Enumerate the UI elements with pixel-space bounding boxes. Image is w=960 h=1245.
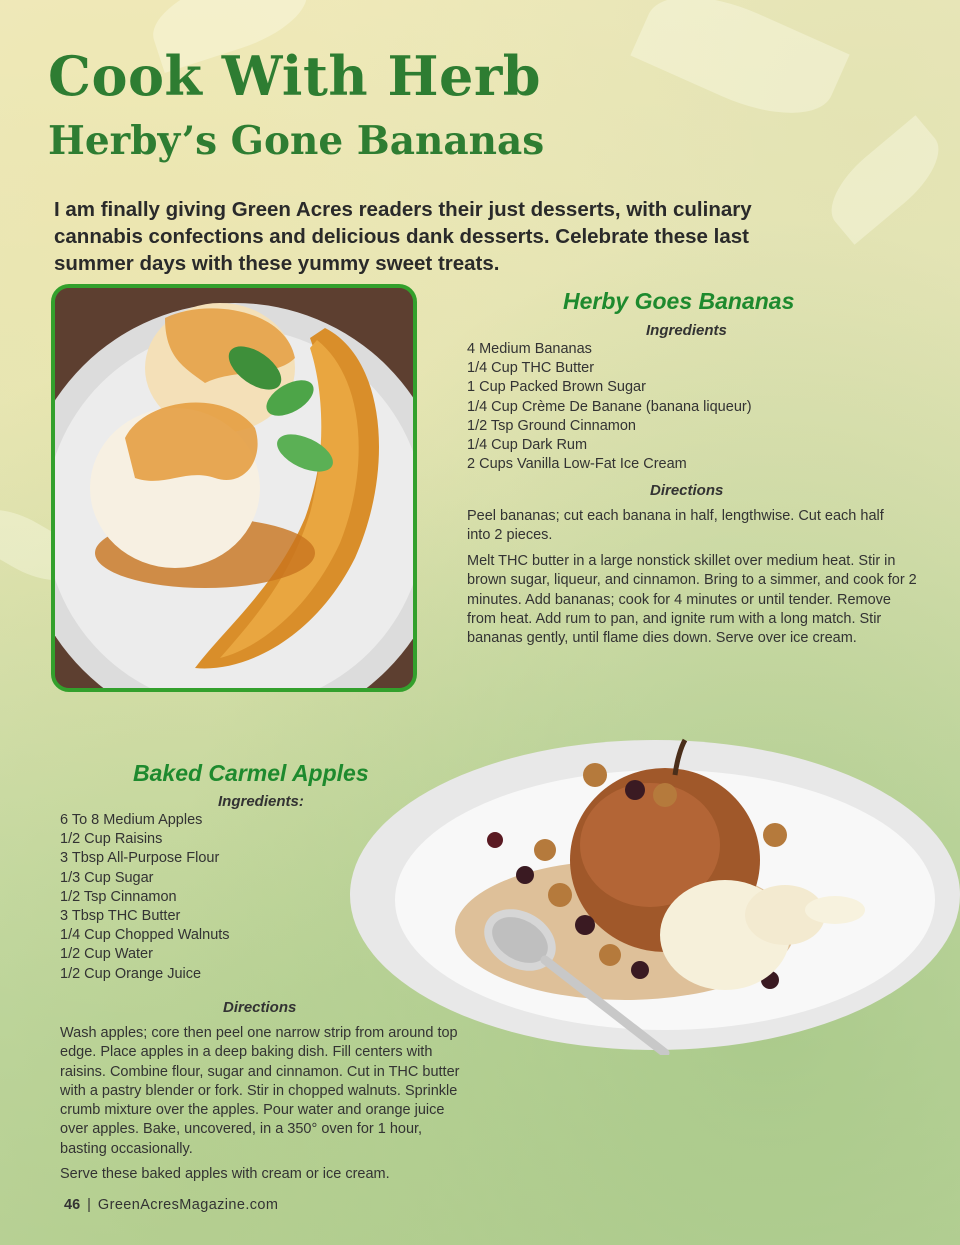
footer-website: GreenAcresMagazine.com xyxy=(97,1197,279,1213)
list-item: 6 To 8 Medium Apples xyxy=(60,812,203,828)
footer-separator: | xyxy=(87,1197,91,1213)
list-item: 2 Cups Vanilla Low-Fat Ice Cream xyxy=(467,456,687,473)
list-item: 4 Medium Bananas xyxy=(467,341,592,357)
page-footer xyxy=(64,1197,278,1213)
ingredients-list-apples xyxy=(60,811,230,984)
ingredients-heading-apples: Ingredients: xyxy=(218,793,304,810)
list-item: 1/4 Cup Crème De Banane (banana liqueur) xyxy=(467,398,752,415)
list-item: 3 Tbsp THC Butter xyxy=(60,908,181,925)
background-leaf-decoration xyxy=(630,0,849,137)
list-item: 1/4 Cup THC Butter xyxy=(467,360,595,377)
page-title: Cook With Herb xyxy=(48,44,542,108)
list-item: 1/2 Cup Raisins xyxy=(60,831,163,848)
list-item: 1/2 Cup Water xyxy=(60,946,153,963)
list-item: 1/2 Tsp Cinnamon xyxy=(60,888,177,905)
baked-apple-illustration xyxy=(345,735,960,1055)
directions-step-1-apples: Wash apples; core then peel one narrow strip from around top edge. Place apples in a deep baking dish. Fill centers with raisins. Combine flour, sugar and cinnamon. Cut in THC butter with a pastry blender or fork. Stir in chopped walnuts. Sprinkle crumb mixture over the apples. Pour water and orange juice over apples. Bake, uncovered, in a 350° oven for 1 hour, basting occasionally. xyxy=(60,1025,460,1157)
baked-apple-photo xyxy=(345,735,960,1055)
page-number: 46 xyxy=(64,1197,81,1213)
ingredients-heading-bananas: Ingredients xyxy=(646,322,727,339)
directions-heading-apples: Directions xyxy=(223,999,297,1016)
directions-step-1-bananas: Peel bananas; cut each banana in half, lengthwise. Cut each half into 2 pieces. xyxy=(467,508,884,544)
list-item: 3 Tbsp All-Purpose Flour xyxy=(60,850,220,867)
list-item: 1 Cup Packed Brown Sugar xyxy=(467,379,646,396)
list-item: 1/4 Cup Dark Rum xyxy=(467,437,588,454)
directions-step-2-bananas: Melt THC butter in a large nonstick skillet over medium heat. Stir in brown sugar, liqueur, and cinnamon. Bring to a simmer, and cook for 2 minutes. Add bananas; cook for 4 minutes or until tender. Remove from heat. Add rum to pan, and ignite rum with a long match. Stir bananas gently, until flame dies down. Serve over ice cream. xyxy=(467,553,917,647)
list-item: 1/3 Cup Sugar xyxy=(60,869,154,886)
directions-heading-bananas: Directions xyxy=(650,482,724,499)
bananas-dessert-photo xyxy=(51,284,417,692)
recipe-title-bananas: Herby Goes Bananas xyxy=(563,288,795,314)
intro-paragraph: I am finally giving Green Acres readers their just desserts, with culinary cannabis confections and delicious dank desserts. Celebrate these last summer days with these yummy sweet treats. xyxy=(54,198,752,275)
ingredients-list-bananas xyxy=(467,340,752,474)
list-item: 1/4 Cup Chopped Walnuts xyxy=(60,927,230,944)
background-leaf-decoration xyxy=(816,115,954,245)
bananas-dessert-illustration xyxy=(55,288,413,688)
recipe-title-apples: Baked Carmel Apples xyxy=(133,760,369,786)
list-item: 1/2 Tsp Ground Cinnamon xyxy=(467,417,637,434)
list-item: 1/2 Cup Orange Juice xyxy=(60,965,202,982)
directions-step-2-apples: Serve these baked apples with cream or ice cream. xyxy=(60,1166,390,1182)
page-subtitle: Herby’s Gone Bananas xyxy=(48,118,545,164)
